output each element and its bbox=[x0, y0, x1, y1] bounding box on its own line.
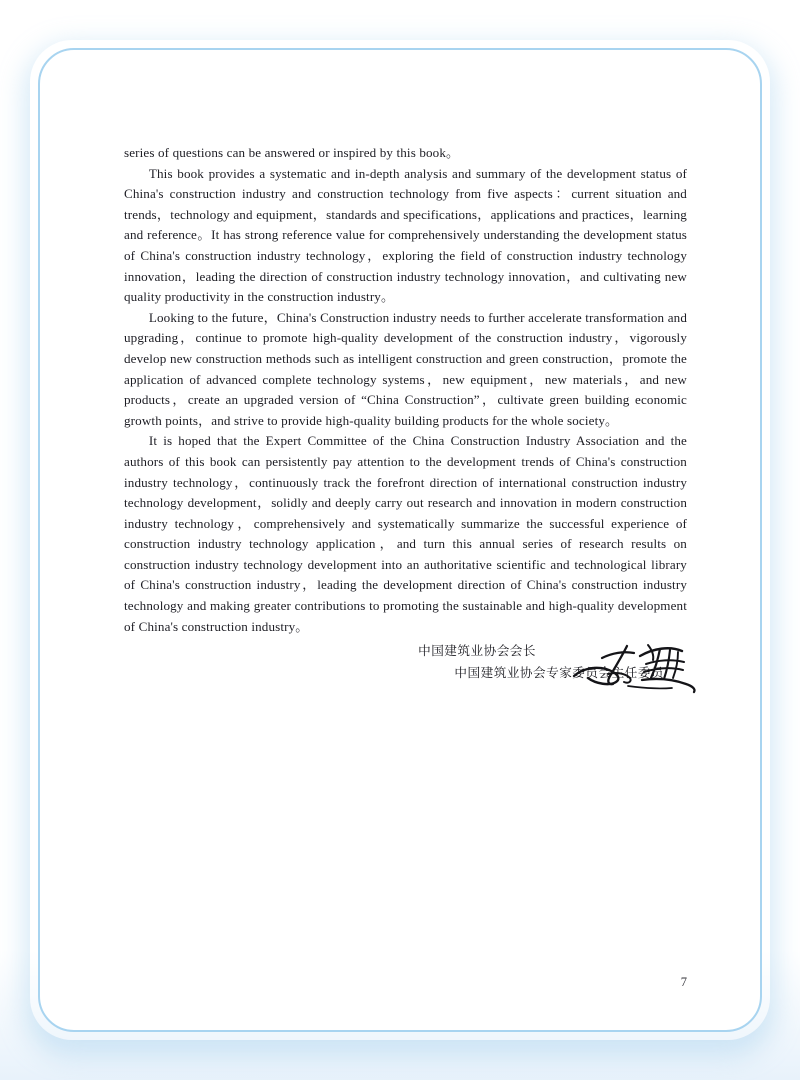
attribution-lines bbox=[124, 640, 664, 684]
document-text-column bbox=[124, 143, 687, 637]
page-number: 7 bbox=[680, 975, 687, 989]
paragraph-book-overview: This book provides a systematic and in-depth analysis and summary of the development status of China's construction industry and construction technology from five aspects：current situation and trends，technology and equipment，standards and specifications，applications and practices，learning and reference。It has strong reference value for comprehensively understanding the development status of China's construction industry technology，exploring the field of construction industry technology innovation，leading the direction of construction industry technology innovation，and cultivating new quality productivity in the construction industry。 bbox=[124, 165, 687, 305]
attribution-title-committee-chair: 中国建筑业协会专家委员会主任委员 bbox=[454, 665, 664, 680]
paragraph-hope: It is hoped that the Expert Committee of the China Construction Industry Association and the authors of this book can persistently pay attention to the development trends of China's construction industry technology，continuously track the forefront direction of international construction industry technology development，solidly and deeply carry out research and innovation in modern construction industry technology，comprehensively and systematically summarize the successful experience of construction industry technology application，and turn this annual series of research results on construction industry technology development into an authoritative scientific and technological library of China's construction industry，leading the development direction of China's construction industry technology and making greater contributions to promoting the sustainable and high-quality development of China's construction industry。 bbox=[124, 433, 687, 634]
paragraph-continuation: series of questions can be answered or inspired by this book。 bbox=[124, 145, 460, 160]
attribution-title-president: 中国建筑业协会会长 bbox=[418, 643, 536, 658]
paragraph-looking-future: Looking to the future，China's Construction industry needs to further accelerate transformation and upgrading，continue to promote high-quality development of the construction industry，vigorously develop new construction methods such as intelligent construction and green construction，promote the application of advanced complete technology systems，new equipment，new materials，and new products，create an upgraded version of “China Construction”，cultivate green building economic growth points，and strive to provide high-quality building products for the whole society。 bbox=[124, 309, 687, 428]
signature-block bbox=[124, 640, 687, 704]
